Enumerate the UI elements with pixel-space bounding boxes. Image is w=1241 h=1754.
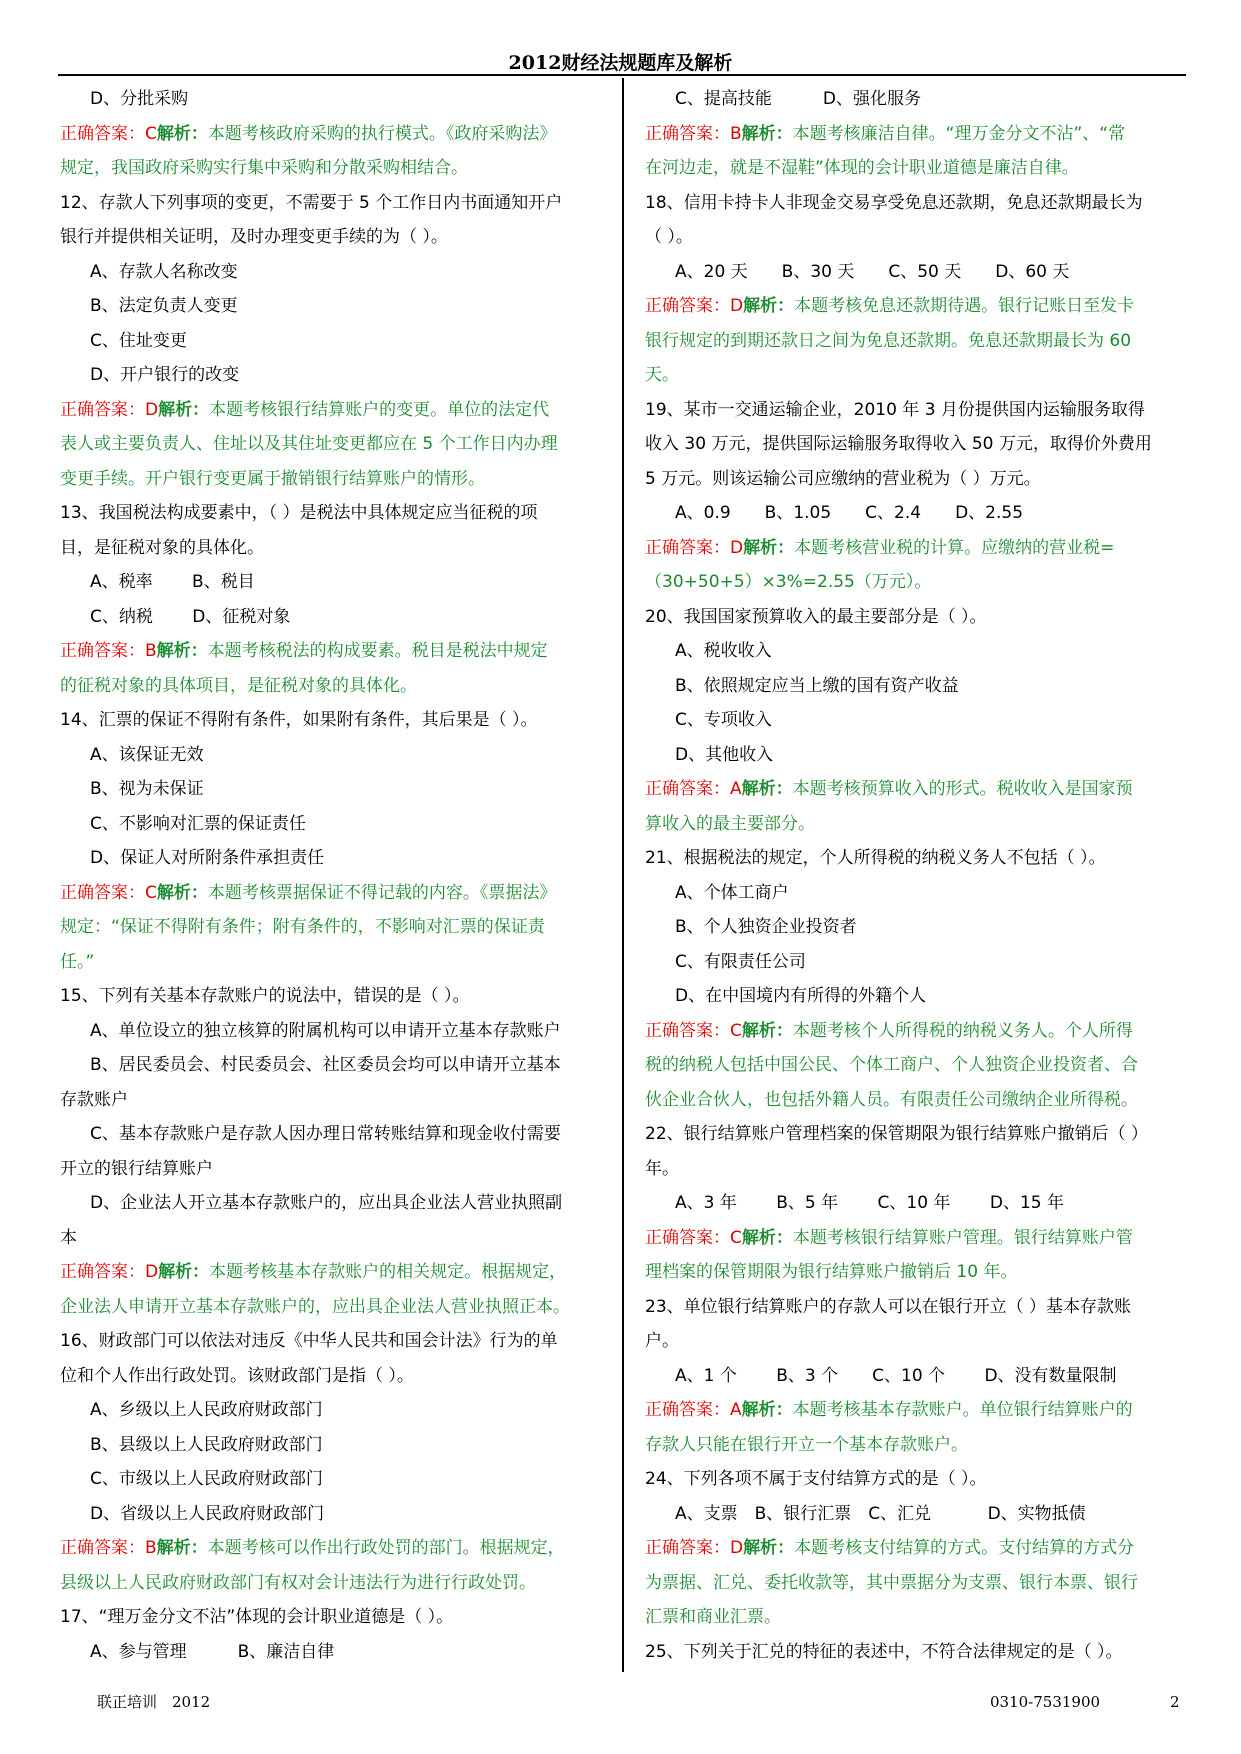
- question-text: B、视为未保证: [90, 779, 204, 799]
- right-column: [645, 82, 1185, 1669]
- text-line: [645, 1531, 1185, 1566]
- explanation-text: 本题考核个人所得税的纳税义务人。个人所得: [792, 1020, 1133, 1041]
- text-line: [60, 427, 605, 462]
- question-text: B、县级以上人民政府财政部门: [90, 1434, 323, 1455]
- explanation-text: 本题考核银行结算账户管理。银行结算账户管: [792, 1227, 1133, 1248]
- explanation-text: 的征税对象的具体项目，是征税对象的具体化。: [60, 675, 417, 696]
- explanation-text: 存款人只能在银行开立一个基本存款账户。: [645, 1434, 968, 1455]
- question-text: 年。: [645, 1158, 679, 1179]
- page-header-title: 2012财经法规题库及解析: [508, 52, 733, 74]
- question-text: 位和个人作出行政处罚。该财政部门是指（ ）。: [60, 1365, 414, 1386]
- text-line: [60, 1428, 605, 1463]
- text-line: [60, 1117, 605, 1152]
- explanation-text: 汇票和商业汇票。: [645, 1607, 781, 1627]
- text-line: [645, 1255, 1185, 1290]
- explanation-text: 理档案的保管期限为银行结算账户撤销后 10 年。: [645, 1262, 1018, 1282]
- question-text: D、开户银行的改变: [90, 365, 240, 385]
- footer-left-text: 联正培训 2012: [97, 1693, 211, 1711]
- text-line: [60, 634, 605, 669]
- text-line: [60, 1393, 605, 1428]
- explanation-text: 本题考核政府采购的执行模式。《政府采购法》: [207, 123, 557, 144]
- question-text: A、3 年 B、5 年 C、10 年 D、15 年: [675, 1193, 1064, 1213]
- text-line: [645, 151, 1185, 186]
- left-column: [60, 82, 605, 1669]
- text-line: [645, 1428, 1185, 1463]
- question-text: B、居民委员会、村民委员会、社区委员会均可以申请开立基本: [90, 1055, 561, 1075]
- analysis-label: 解析：: [156, 882, 208, 903]
- text-line: [645, 703, 1185, 738]
- question-text: 12、存款人下列事项的变更，不需要于 5 个工作日内书面通知开户: [60, 192, 563, 213]
- explanation-text: 天。: [645, 365, 679, 385]
- question-text: A、0.9 B、1.05 C、2.4 D、2.55: [675, 503, 1024, 523]
- text-line: [645, 841, 1185, 876]
- answer-label: 正确答案：C: [60, 123, 157, 144]
- explanation-text: 县级以上人民政府财政部门有权对会计违法行为进行行政处罚。: [60, 1572, 536, 1593]
- text-line: [645, 979, 1185, 1014]
- answer-label: 正确答案：D: [645, 296, 744, 316]
- analysis-label: 解析：: [158, 1262, 210, 1282]
- answer-label: 正确答案：D: [60, 399, 159, 420]
- text-line: [60, 772, 605, 807]
- text-line: [60, 324, 605, 359]
- question-text: 24、下列各项不属于支付结算方式的是（ ）。: [645, 1469, 987, 1489]
- explanation-text: 银行规定的到期还款日之间为免息还款期。免息还款期最长为 60: [645, 330, 1132, 351]
- text-line: [60, 1152, 605, 1187]
- explanation-text: 规定：“保证不得附有条件；附有条件的，不影响对汇票的保证责: [60, 917, 545, 937]
- text-line: [60, 1324, 605, 1359]
- text-line: [645, 1393, 1185, 1428]
- text-line: [645, 220, 1185, 255]
- question-text: C、专项收入: [675, 710, 772, 730]
- question-text: D、保证人对所附条件承担责任: [90, 848, 325, 868]
- text-line: [60, 358, 605, 393]
- text-line: [60, 1014, 605, 1049]
- question-text: （ ）。: [645, 227, 693, 247]
- question-text: 目，是征税对象的具体化。: [60, 537, 264, 558]
- text-line: [60, 600, 605, 635]
- text-line: [645, 117, 1185, 152]
- footer-phone: 0310-7531900: [990, 1693, 1101, 1711]
- explanation-text: （30+50+5）×3%=2.55（万元）。: [645, 572, 932, 592]
- question-text: D、在中国境内有所得的外籍个人: [675, 986, 927, 1006]
- text-line: [645, 496, 1185, 531]
- text-line: [60, 703, 605, 738]
- explanation-text: 本题考核可以作出行政处罚的部门。根据规定，: [207, 1538, 565, 1558]
- question-text: 16、财政部门可以依法对违反《中华人民共和国会计法》行为的单: [60, 1331, 558, 1351]
- question-text: 21、根据税法的规定，个人所得税的纳税义务人不包括（ ）。: [645, 848, 1106, 868]
- text-line: [645, 186, 1185, 221]
- analysis-label: 解析：: [741, 779, 793, 799]
- explanation-text: 本题考核免息还款期待遇。银行记账日至发卡: [794, 296, 1135, 316]
- text-line: [60, 1083, 605, 1118]
- question-text: A、存款人名称改变: [90, 261, 238, 282]
- text-line: [645, 1290, 1185, 1325]
- text-line: [645, 1014, 1185, 1049]
- text-line: [645, 1497, 1185, 1532]
- text-line: [60, 1635, 605, 1670]
- text-line: [60, 1359, 605, 1394]
- text-line: [60, 910, 605, 945]
- question-text: 本: [60, 1227, 77, 1248]
- analysis-label: 解析：: [158, 399, 210, 420]
- text-line: [645, 807, 1185, 842]
- text-line: [60, 1186, 605, 1221]
- text-line: [645, 1635, 1185, 1670]
- text-line: [645, 1462, 1185, 1497]
- text-line: [60, 1290, 605, 1325]
- question-text: D、省级以上人民政府财政部门: [90, 1503, 325, 1524]
- question-text: B、依照规定应当上缴的国有资产收益: [675, 675, 959, 696]
- text-line: [645, 1221, 1185, 1256]
- analysis-label: 解析：: [156, 641, 208, 661]
- answer-label: 正确答案：C: [60, 882, 157, 903]
- answer-label: 正确答案：C: [645, 1227, 742, 1248]
- text-line: [645, 1186, 1185, 1221]
- text-line: [60, 738, 605, 773]
- answer-label: 正确答案：D: [645, 537, 744, 558]
- text-line: [60, 117, 605, 152]
- explanation-text: 在河边走，就是不湿鞋”体现的会计职业道德是廉洁自律。: [645, 158, 1079, 178]
- text-line: [645, 772, 1185, 807]
- question-text: A、个体工商户: [675, 882, 789, 903]
- question-text: 存款账户: [60, 1089, 128, 1110]
- text-line: [60, 876, 605, 911]
- header-divider: [58, 74, 1186, 76]
- text-line: [60, 841, 605, 876]
- text-line: [645, 324, 1185, 359]
- question-text: A、该保证无效: [90, 744, 204, 765]
- question-text: D、其他收入: [675, 744, 774, 765]
- text-line: [60, 531, 605, 566]
- explanation-text: 本题考核银行结算账户的变更。单位的法定代: [209, 399, 550, 420]
- text-line: [645, 565, 1185, 600]
- question-text: A、单位设立的独立核算的附属机构可以申请开立基本存款账户: [90, 1020, 561, 1041]
- answer-label: 正确答案：B: [60, 1538, 157, 1558]
- question-text: D、分批采购: [90, 89, 189, 109]
- question-text: A、1 个 B、3 个 C、10 个 D、没有数量限制: [675, 1365, 1117, 1386]
- question-text: 22、银行结算账户管理档案的保管期限为银行结算账户撤销后（ ）: [645, 1124, 1149, 1144]
- question-text: 收入 30 万元，提供国际运输服务取得收入 50 万元，取得价外费用: [645, 434, 1152, 454]
- explanation-text: 表人或主要负责人、住址以及其住址变更都应在 5 个工作日内办理: [60, 434, 558, 454]
- text-line: [645, 945, 1185, 980]
- analysis-label: 解析：: [156, 123, 208, 144]
- text-line: [645, 738, 1185, 773]
- text-line: [645, 358, 1185, 393]
- question-text: C、基本存款账户是存款人因办理日常转账结算和现金收付需要: [90, 1124, 561, 1144]
- question-text: C、住址变更: [90, 330, 187, 351]
- question-text: 13、我国税法构成要素中，（ ）是税法中具体规定应当征税的项: [60, 503, 538, 523]
- text-line: [60, 945, 605, 980]
- explanation-text: 本题考核票据保证不得记载的内容。《票据法》: [207, 882, 557, 903]
- question-text: 14、汇票的保证不得附有条件，如果附有条件，其后果是（ ）。: [60, 710, 538, 730]
- text-line: [60, 669, 605, 704]
- analysis-label: 解析：: [741, 1400, 793, 1420]
- analysis-label: 解析：: [743, 296, 795, 316]
- explanation-text: 为票据、汇兑、委托收款等，其中票据分为支票、银行本票、银行: [645, 1572, 1138, 1593]
- question-text: 开立的银行结算账户: [60, 1158, 213, 1179]
- question-text: 17、“理万金分文不沾”体现的会计职业道德是（ ）。: [60, 1607, 454, 1627]
- text-line: [60, 1600, 605, 1635]
- text-line: [60, 1255, 605, 1290]
- analysis-label: 解析：: [741, 123, 793, 144]
- text-line: [645, 462, 1185, 497]
- text-line: [60, 186, 605, 221]
- question-text: 5 万元。则该运输公司应缴纳的营业税为（ ）万元。: [645, 468, 1041, 489]
- text-line: [60, 462, 605, 497]
- question-text: D、企业法人开立基本存款账户的，应出具企业法人营业执照副: [90, 1193, 563, 1213]
- text-line: [60, 1531, 605, 1566]
- question-text: C、提高技能 D、强化服务: [675, 89, 921, 109]
- question-text: C、纳税 D、征税对象: [90, 606, 291, 627]
- explanation-text: 算收入的最主要部分。: [645, 813, 815, 834]
- explanation-text: 本题考核基本存款账户。单位银行结算账户的: [792, 1400, 1133, 1420]
- text-line: [60, 82, 605, 117]
- text-line: [645, 1152, 1185, 1187]
- explanation-text: 规定，我国政府采购实行集中采购和分散采购相结合。: [60, 158, 468, 178]
- question-text: C、不影响对汇票的保证责任: [90, 813, 306, 834]
- answer-label: 正确答案：D: [60, 1262, 159, 1282]
- text-line: [60, 1462, 605, 1497]
- text-line: [645, 634, 1185, 669]
- text-line: [645, 1600, 1185, 1635]
- explanation-text: 本题考核基本存款账户的相关规定。根据规定，: [209, 1262, 567, 1282]
- explanation-text: 本题考核支付结算的方式。支付结算的方式分: [794, 1538, 1135, 1558]
- explanation-text: 本题考核廉洁自律。“理万金分文不沾”、“常: [792, 123, 1126, 144]
- explanation-text: 本题考核税法的构成要素。税目是税法中规定: [207, 641, 548, 661]
- text-line: [645, 600, 1185, 635]
- text-line: [60, 565, 605, 600]
- explanation-text: 任。”: [60, 951, 95, 972]
- text-line: [60, 289, 605, 324]
- text-line: [645, 876, 1185, 911]
- text-line: [645, 1566, 1185, 1601]
- text-line: [645, 531, 1185, 566]
- text-line: [60, 1221, 605, 1256]
- explanation-text: 本题考核预算收入的形式。税收收入是国家预: [792, 779, 1133, 799]
- answer-label: 正确答案：B: [60, 641, 157, 661]
- explanation-text: 企业法人申请开立基本存款账户的，应出具企业法人营业执照正本。: [60, 1296, 570, 1317]
- question-text: A、乡级以上人民政府财政部门: [90, 1400, 323, 1420]
- question-text: A、支票 B、银行汇票 C、汇兑 D、实物抵债: [675, 1503, 1086, 1524]
- question-text: B、个人独资企业投资者: [675, 917, 857, 937]
- answer-label: 正确答案：A: [645, 779, 742, 799]
- question-text: C、市级以上人民政府财政部门: [90, 1469, 323, 1489]
- page-number: 2: [1170, 1693, 1180, 1711]
- text-line: [60, 807, 605, 842]
- analysis-label: 解析：: [743, 537, 795, 558]
- question-text: 18、信用卡持卡人非现金交易享受免息还款期，免息还款期最长为: [645, 192, 1143, 213]
- text-line: [60, 220, 605, 255]
- analysis-label: 解析：: [741, 1227, 793, 1248]
- column-divider: [622, 78, 624, 1672]
- text-line: [60, 496, 605, 531]
- explanation-text: 伙企业合伙人，也包括外籍人员。有限责任公司缴纳企业所得税。: [645, 1089, 1138, 1110]
- text-line: [645, 1324, 1185, 1359]
- answer-label: 正确答案：C: [645, 1020, 742, 1041]
- text-line: [60, 151, 605, 186]
- question-text: A、参与管理 B、廉洁自律: [90, 1641, 335, 1662]
- question-text: 20、我国国家预算收入的最主要部分是（ ）。: [645, 606, 987, 627]
- text-line: [645, 427, 1185, 462]
- text-line: [60, 393, 605, 428]
- text-line: [60, 255, 605, 290]
- answer-label: 正确答案：D: [645, 1538, 744, 1558]
- question-text: A、税率 B、税目: [90, 572, 255, 592]
- answer-label: 正确答案：A: [645, 1400, 742, 1420]
- text-line: [60, 1048, 605, 1083]
- question-text: 银行并提供相关证明，及时办理变更手续的为（ ）。: [60, 227, 448, 247]
- question-text: 户。: [645, 1331, 679, 1351]
- explanation-text: 税的纳税人包括中国公民、个体工商户、个人独资企业投资者、合: [645, 1055, 1138, 1075]
- analysis-label: 解析：: [743, 1538, 795, 1558]
- text-line: [60, 979, 605, 1014]
- question-text: 25、下列关于汇兑的特征的表述中，不符合法律规定的是（ ）。: [645, 1641, 1123, 1662]
- question-text: A、税收收入: [675, 641, 772, 661]
- text-line: [645, 1048, 1185, 1083]
- analysis-label: 解析：: [741, 1020, 793, 1041]
- text-line: [645, 910, 1185, 945]
- text-line: [60, 1497, 605, 1532]
- question-text: 15、下列有关基本存款账户的说法中，错误的是（ ）。: [60, 986, 470, 1006]
- text-line: [645, 393, 1185, 428]
- text-line: [645, 1359, 1185, 1394]
- question-text: B、法定负责人变更: [90, 296, 238, 316]
- text-line: [645, 255, 1185, 290]
- text-line: [645, 82, 1185, 117]
- text-line: [645, 1083, 1185, 1118]
- answer-label: 正确答案：B: [645, 123, 742, 144]
- explanation-text: 变更手续。开户银行变更属于撤销银行结算账户的情形。: [60, 468, 485, 489]
- text-line: [645, 1117, 1185, 1152]
- question-text: C、有限责任公司: [675, 951, 806, 972]
- explanation-text: 本题考核营业税的计算。应缴纳的营业税=: [794, 537, 1115, 558]
- analysis-label: 解析：: [156, 1538, 208, 1558]
- question-text: 19、某市一交通运输企业，2010 年 3 月份提供国内运输服务取得: [645, 399, 1145, 420]
- text-line: [645, 289, 1185, 324]
- question-text: 23、单位银行结算账户的存款人可以在银行开立（ ）基本存款账: [645, 1296, 1132, 1317]
- question-text: A、20 天 B、30 天 C、50 天 D、60 天: [675, 261, 1070, 282]
- text-line: [645, 669, 1185, 704]
- text-line: [60, 1566, 605, 1601]
